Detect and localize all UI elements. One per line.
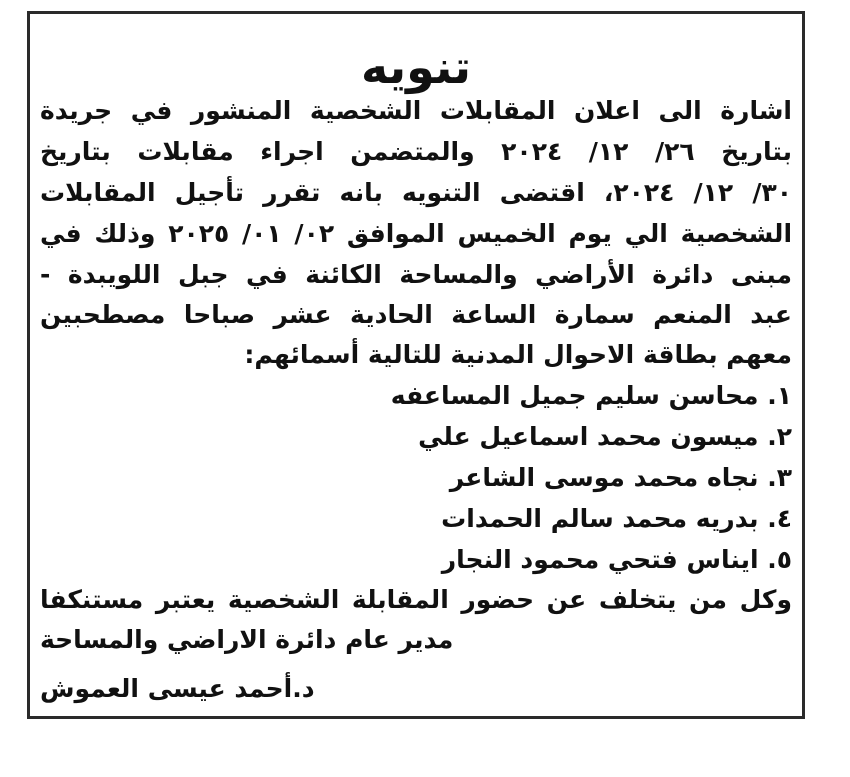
paragraph-line: عبد المنعم سمارة الساعة الحادية عشر صباحا مصطحبين xyxy=(40,300,792,329)
notice-box xyxy=(27,11,805,719)
paragraph-line: الشخصية الي يوم الخميس الموافق ٠٢/ ٠١/ ٢٠٢٥ وذلك في xyxy=(40,219,792,248)
paragraph-line: مبنى دائرة الأراضي والمساحة الكائنة في جبل اللويبدة - xyxy=(40,260,792,289)
signatory-name: د.أحمد عيسى العموش xyxy=(40,674,315,703)
name-list-item: ١. محاسن سليم جميل المساعفه xyxy=(390,381,792,410)
paragraph-line: ٣٠/ ١٢/ ٢٠٢٤، اقتضى التنويه بانه تقرر تأجيل المقابلات xyxy=(40,178,792,207)
paragraph-line: بتاريخ ٢٦/ ١٢/ ٢٠٢٤ والمتضمن اجراء مقابلات بتاريخ xyxy=(40,137,792,166)
name-list-item: ٥. ايناس فتحي محمود النجار xyxy=(441,545,792,574)
name-list-item: ٣. نجاه محمد موسى الشاعر xyxy=(449,463,792,492)
closing-statement: وكل من يتخلف عن حضور المقابلة الشخصية يعتبر مستنكفا xyxy=(40,585,792,614)
notice-title: تنويه xyxy=(360,40,472,94)
signatory-title: مدير عام دائرة الاراضي والمساحة xyxy=(40,625,454,654)
name-list-item: ٢. ميسون محمد اسماعيل علي xyxy=(418,422,792,451)
paragraph-line: اشارة الى اعلان المقابلات الشخصية المنشور في جريدة xyxy=(40,96,792,125)
name-list-item: ٤. بدريه محمد سالم الحمدات xyxy=(441,504,792,533)
paragraph-line: معهم بطاقة الاحوال المدنية للتالية أسمائهم: xyxy=(244,340,792,369)
